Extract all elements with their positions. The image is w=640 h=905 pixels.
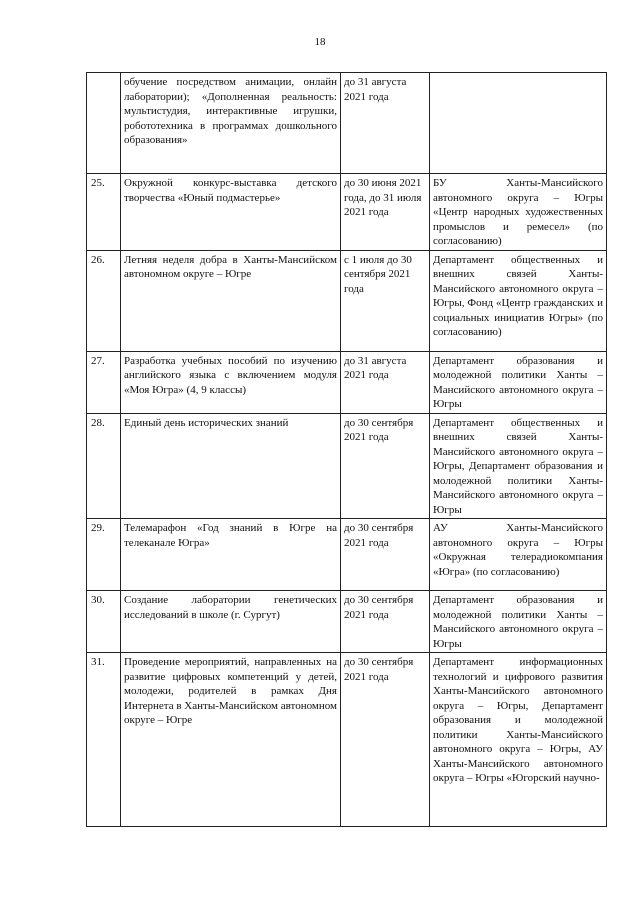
event-deadline: до 30 сентября 2021 года [341, 413, 430, 519]
event-deadline: с 1 июля до 30 сентября 2021 года [341, 250, 430, 351]
table-row [87, 519, 607, 591]
event-deadline: до 30 сентября 2021 года [341, 653, 430, 827]
responsible-party: АУ Ханты-Мансийского автономного округа – Югры «Окружная телерадиокомпания «Югра» (по согласованию) [430, 519, 607, 591]
responsible-party: Департамент образования и молодежной политики Ханты – Мансийского автономного округа – Югры [430, 591, 607, 653]
row-number: 29. [87, 519, 121, 591]
event-name: обучение посредством анимации, онлайн лаборатории); «Дополненная реальность: мультистудия, интерактивные игрушки, робототехника в программах дошкольного образования» [121, 73, 341, 174]
event-name: Проведение мероприятий, направленных на развитие цифровых компетенций у детей, молодежи, родителей в рамках Дня Интернета в Ханты-Мансийском автономном округе – Югре [121, 653, 341, 827]
table-row [87, 174, 607, 251]
table-row [87, 413, 607, 519]
row-number: 26. [87, 250, 121, 351]
page-number: 18 [314, 36, 326, 48]
event-deadline: до 30 сентября 2021 года [341, 591, 430, 653]
row-number: 25. [87, 174, 121, 251]
event-name: Разработка учебных пособий по изучению английского языка с включением модуля «Моя Югра» (4, 9 классы) [121, 351, 341, 413]
event-deadline: до 31 августа 2021 года [341, 351, 430, 413]
event-name: Летняя неделя добра в Ханты-Мансийском автономном округе – Югре [121, 250, 341, 351]
row-number: 31. [87, 653, 121, 827]
table-row [87, 351, 607, 413]
row-number [87, 73, 121, 174]
event-deadline: до 31 августа 2021 года [341, 73, 430, 174]
event-name: Окружной конкурс-выставка детского творчества «Юный подмастерье» [121, 174, 341, 251]
event-name: Единый день исторических знаний [121, 413, 341, 519]
responsible-party: Департамент образования и молодежной политики Ханты – Мансийского автономного округа – Югры [430, 351, 607, 413]
table-row [87, 73, 607, 174]
event-name: Создание лаборатории генетических исследований в школе (г. Сургут) [121, 591, 341, 653]
responsible-party [430, 73, 607, 174]
events-table [86, 72, 607, 827]
event-name: Телемарафон «Год знаний в Югре на телеканале Югра» [121, 519, 341, 591]
table-row [87, 591, 607, 653]
responsible-party: Департамент общественных и внешних связей Ханты-Мансийского автономного округа – Югры, Фонд «Центр гражданских и социальных инициатив Югры» (по согласованию) [430, 250, 607, 351]
row-number: 28. [87, 413, 121, 519]
responsible-party: Департамент информационных технологий и цифрового развития Ханты-Мансийского автономного округа – Югры, Департамент образования и молодежной политики Ханты-Мансийского автономного округа – Югры, АУ Ханты-Мансийского автономного округа – Югры «Югорский научно- [430, 653, 607, 827]
responsible-party: БУ Ханты-Мансийского автономного округа – Югры «Центр народных художественных промыслов и ремесел» (по согласованию) [430, 174, 607, 251]
table-row [87, 250, 607, 351]
row-number: 27. [87, 351, 121, 413]
event-deadline: до 30 сентября 2021 года [341, 519, 430, 591]
row-number: 30. [87, 591, 121, 653]
event-deadline: до 30 июня 2021 года, до 31 июля 2021 года [341, 174, 430, 251]
responsible-party: Департамент общественных и внешних связей Ханты-Мансийского автономного округа – Югры, Департамент образования и молодежной политики Ханты-Мансийского автономного округа – Югры [430, 413, 607, 519]
table-row [87, 653, 607, 827]
